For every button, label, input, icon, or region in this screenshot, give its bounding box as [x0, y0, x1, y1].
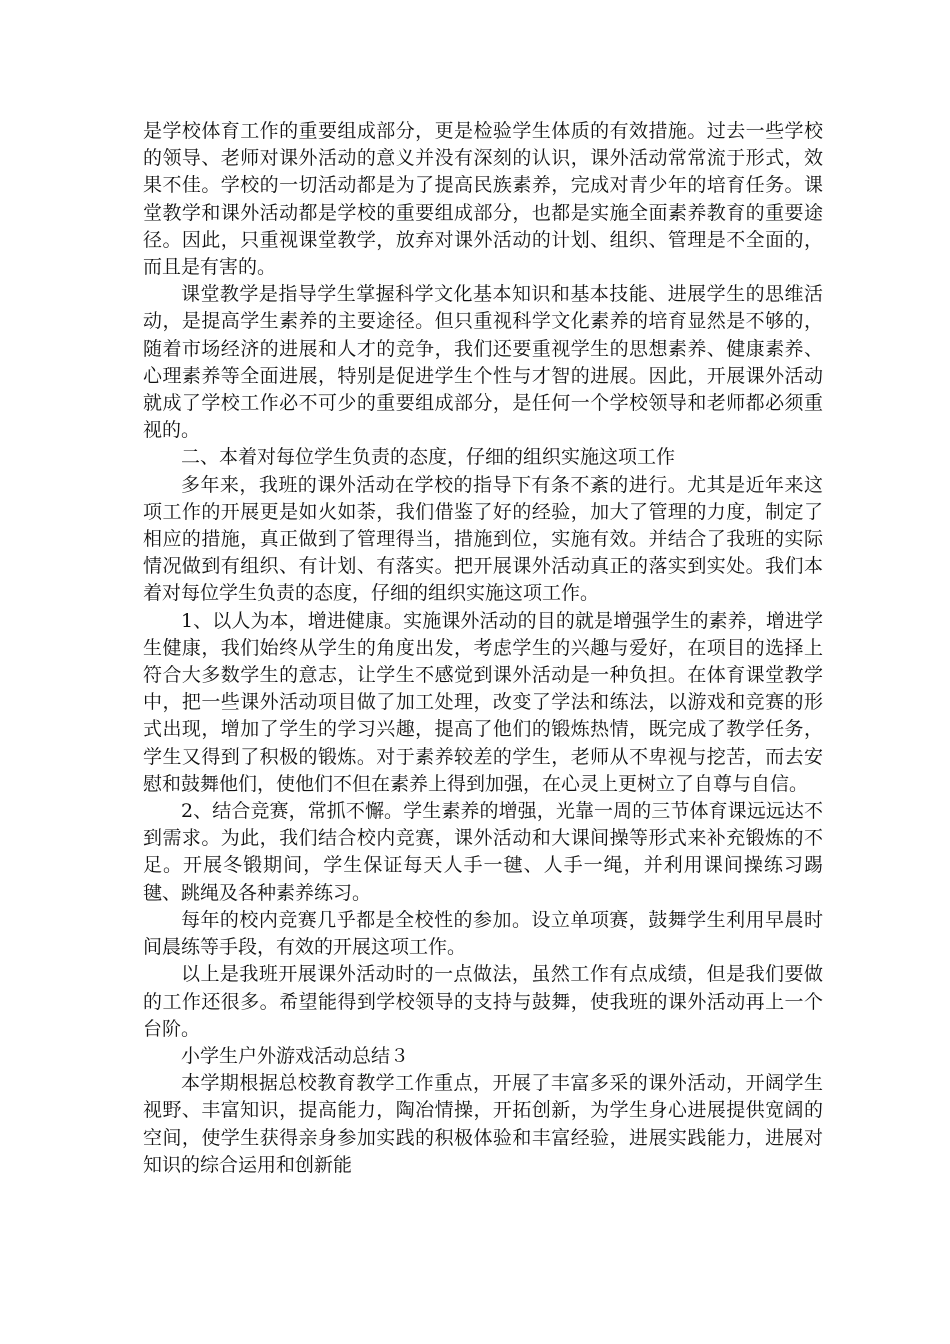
paragraph-4: 1、以人为本，增进健康。实施课外活动的目的就是增强学生的素养，增进学生健康，我们始终从学生的角度出发，考虑学生的兴趣与爱好，在项目的选择上符合大多数学生的意志，让学生不感觉到课外活动是一种负担。在体育课堂教学中，把一些课外活动项目做了加工处理，改变了学法和练法，以游戏和竞赛的形式出现，增加了学生的学习兴趣，提高了他们的锻炼热情，既完成了教学任务，学生又得到了积极的锻炼。对于素养较差的学生，老师从不卑视与挖苦，而去安慰和鼓舞他们，使他们不但在素养上得到加强，在心灵上更树立了自尊与自信。 — [143, 609, 823, 795]
paragraph-3: 多年来，我班的课外活动在学校的指导下有条不紊的进行。尤其是近年来这项工作的开展更是如火如荼，我们借鉴了好的经验，加大了管理的力度，制定了相应的措施，真正做到了管理得当，措施到位，实施有效。并结合了我班的实际情况做到有组织、有计划、有落实。把开展课外活动真正的落实到实处。我们本着对每位学生负责的态度，仔细的组织实施这项工作。 — [143, 473, 823, 605]
paragraph-1: 是学校体育工作的重要组成部分，更是检验学生体质的有效措施。过去一些学校的领导、老师对课外活动的意义并没有深刻的认识，课外活动常常流于形式，效果不佳。学校的一切活动都是为了提高民族素养，完成对青少年的培育任务。课堂教学和课外活动都是学校的重要组成部分，也都是实施全面素养教育的重要途径。因此，只重视课堂教学，放弃对课外活动的计划、组织、管理是不全面的，而且是有害的。 — [143, 120, 823, 279]
document-page — [143, 118, 823, 1179]
paragraph-2: 课堂教学是指导学生掌握科学文化基本知识和基本技能、进展学生的思维活动，是提高学生素养的主要途径。但只重视科学文化素养的培育显然是不够的，随着市场经济的进展和人才的竞争，我们还要重视学生的思想素养、健康素养、心理素养等全面进展，特别是促进学生个性与才智的进展。因此，开展课外活动就成了学校工作必不可少的重要组成部分，是任何一个学校领导和老师都必须重视的。 — [143, 283, 823, 442]
paragraph-7: 以上是我班开展课外活动时的一点做法，虽然工作有点成绩，但是我们要做的工作还很多。希望能得到学校领导的支持与鼓舞，使我班的课外活动再上一个台阶。 — [143, 963, 823, 1040]
section-heading-2: 二、本着对每位学生负责的态度，仔细的组织实施这项工作 — [181, 446, 676, 469]
paragraph-8: 本学期根据总校教育教学工作重点，开展了丰富多采的课外活动，开阔学生视野、丰富知识，提高能力，陶冶情操，开拓创新，为学生身心进展提供宽阔的空间，使学生获得亲身参加实践的积极体验和丰富经验，进展实践能力，进展对知识的综合运用和创新能 — [143, 1072, 823, 1176]
summary-title: 小学生户外游戏活动总结３ — [181, 1044, 410, 1067]
paragraph-5: 2、结合竞赛，常抓不懈。学生素养的增强，光靠一周的三节体育课远远达不到需求。为此，我们结合校内竞赛，课外活动和大课间操等形式来补充锻炼的不足。开展冬锻期间，学生保证每天人手一毽、人手一绳，并利用课间操练习踢毽、跳绳及各种素养练习。 — [143, 800, 823, 904]
paragraph-6: 每年的校内竞赛几乎都是全校性的参加。设立单项赛，鼓舞学生利用早晨时间晨练等手段，有效的开展这项工作。 — [143, 908, 823, 959]
